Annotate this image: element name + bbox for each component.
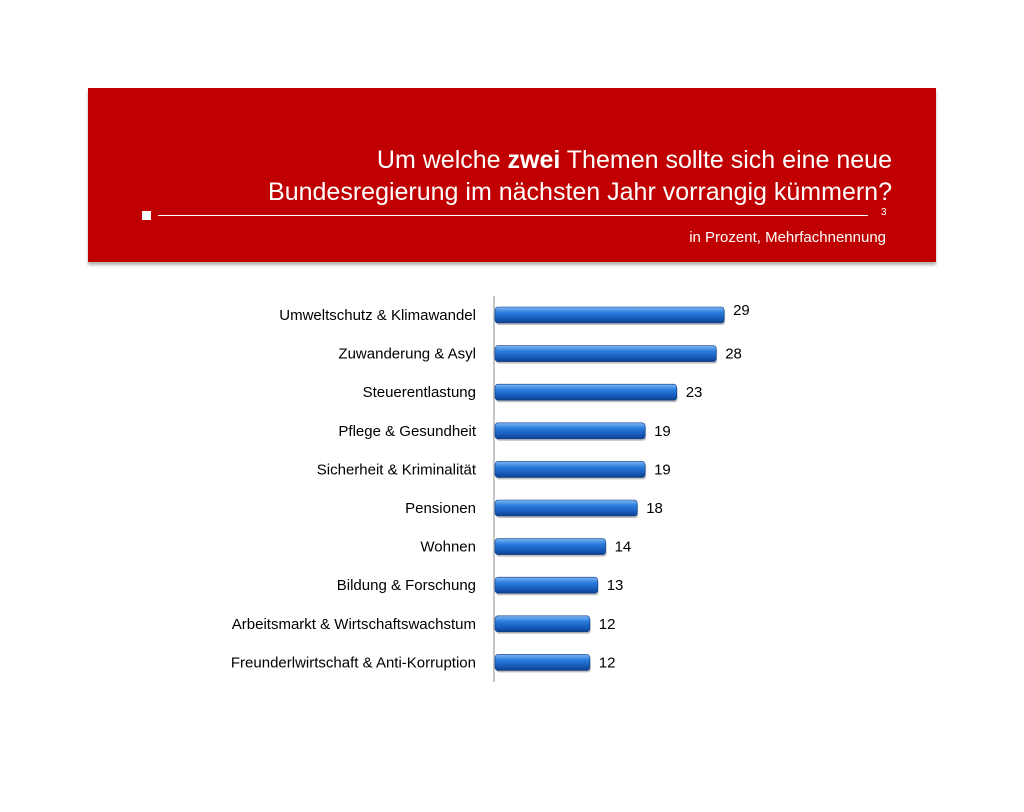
bar (495, 461, 645, 477)
bar (495, 307, 724, 323)
bar (495, 577, 598, 593)
value-label: 13 (606, 577, 624, 595)
title-line-2: Bundesregierung im nächsten Jahr vorrangig kümmern? (268, 178, 892, 206)
value-label: 18 (646, 500, 663, 517)
title-line-1-end: Themen sollte sich eine neue (560, 146, 892, 174)
value-label: 12 (598, 615, 616, 633)
category-label: Umweltschutz & Klimawandel (279, 307, 476, 324)
page-number: 3 (881, 207, 887, 218)
bar (495, 654, 590, 670)
title-line-1-start: Um welche (376, 146, 508, 174)
bar (495, 423, 645, 439)
value-label: 14 (614, 538, 632, 556)
category-label: Freunderlwirtschaft & Anti-Korruption (230, 654, 476, 672)
value-label: 19 (654, 461, 671, 479)
value-label: 29 (733, 302, 750, 319)
bar (495, 346, 716, 362)
category-label: Wohnen (420, 538, 476, 556)
bar (495, 616, 590, 632)
category-label: Sicherheit & Kriminalität (316, 461, 476, 479)
value-label: 23 (685, 384, 703, 402)
category-label: Zuwanderung & Asyl (338, 345, 476, 363)
title-emphasis: zwei (507, 146, 561, 174)
bar (495, 384, 677, 400)
bar (495, 539, 606, 555)
bar (495, 500, 637, 516)
chart-subtitle: in Prozent, Mehrfachnennung (689, 229, 886, 246)
category-label: Bildung & Forschung (336, 577, 476, 595)
value-label: 19 (654, 422, 671, 440)
category-label: Pensionen (405, 500, 476, 517)
value-label: 28 (725, 345, 742, 363)
value-label: 12 (598, 654, 616, 672)
category-label: Arbeitsmarkt & Wirtschaftswachstum (231, 615, 476, 633)
category-label: Pflege & Gesundheit (338, 422, 476, 440)
category-label: Steuerentlastung (362, 384, 476, 402)
